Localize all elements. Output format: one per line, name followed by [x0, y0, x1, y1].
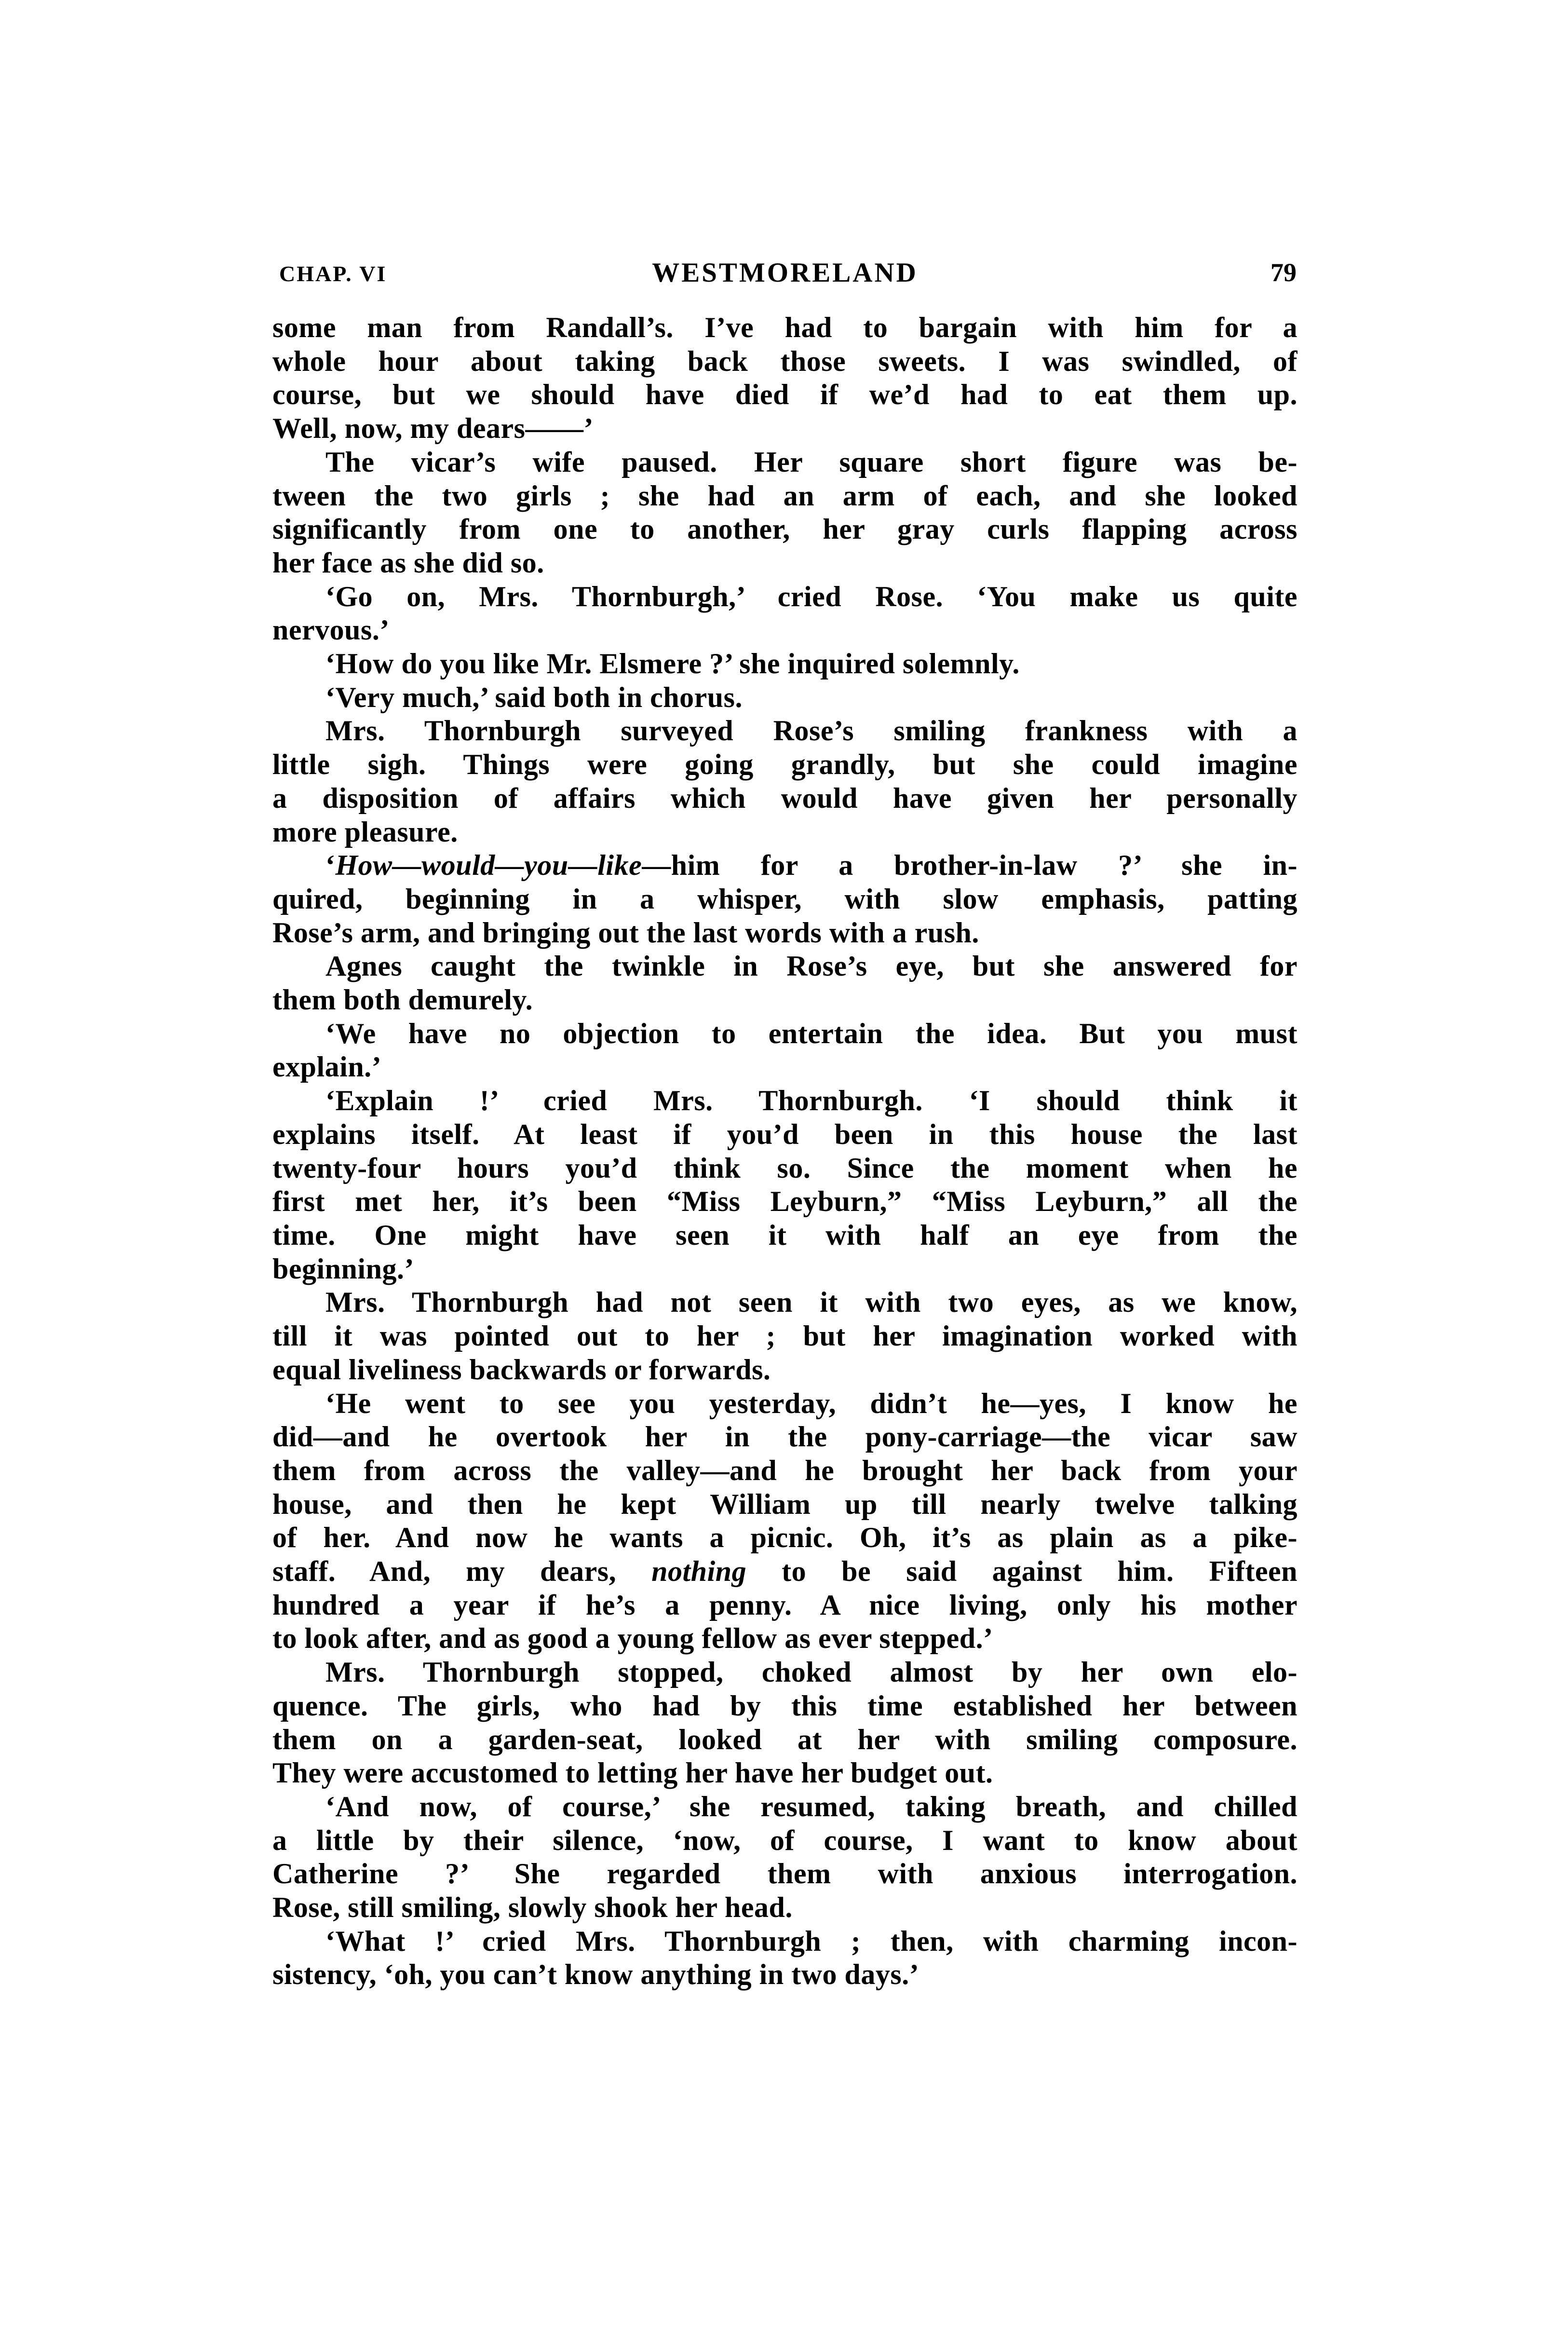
- text-line: [272, 883, 1298, 916]
- text-line: [272, 1488, 1298, 1522]
- text-line: [272, 1958, 1298, 1992]
- text-segment: nervous.’: [272, 614, 390, 646]
- text-line: [272, 580, 1298, 614]
- text-segment: till it was pointed out to her ; but her imagination worked with: [272, 1320, 1298, 1352]
- text-segment: quired, beginning in a whisper, with slow emphasis, patting: [272, 883, 1298, 915]
- text-line: [272, 1790, 1298, 1824]
- text-segment: to look after, and as good a young fellow as ever stepped.’: [272, 1622, 993, 1655]
- text-segment: them on a garden-seat, looked at her with smiling composure.: [272, 1723, 1298, 1755]
- running-title: WESTMORELAND: [652, 258, 918, 288]
- text-line: [272, 1656, 1298, 1689]
- text-line: [272, 1319, 1298, 1353]
- text-segment: a little by their silence, ‘now, of course, I want to know about: [272, 1824, 1298, 1856]
- text-segment: ‘We have no objection to entertain the idea. But you must: [325, 1017, 1298, 1049]
- text-line: [272, 378, 1298, 412]
- text-segment: beginning.’: [272, 1252, 414, 1285]
- text-segment: whole hour about taking back those sweets. I was swindled, of: [272, 345, 1298, 377]
- text-segment: Mrs. Thornburgh had not seen it with two eyes, as we know,: [325, 1286, 1298, 1319]
- italic-text: nothing: [651, 1555, 747, 1588]
- chapter-label: CHAP. VI: [279, 261, 387, 286]
- text-line: [272, 1723, 1298, 1757]
- text-line: [272, 1857, 1298, 1891]
- text-line: [272, 479, 1298, 513]
- text-segment: explains itself. At least if you’d been in this house the last: [272, 1118, 1298, 1150]
- text-line: [272, 1353, 1298, 1387]
- text-line: [272, 1050, 1298, 1084]
- paragraph: [272, 446, 1298, 580]
- text-segment: did—and he overtook her in the pony-carriage—the vicar saw: [272, 1421, 1298, 1453]
- text-segment: first met her, it’s been “Miss Leyburn,” “Miss Leyburn,” all the: [272, 1185, 1298, 1218]
- text-line: [272, 916, 1298, 950]
- text-segment: The vicar’s wife paused. Her square short figure was be-: [325, 446, 1298, 478]
- text-line: [272, 1185, 1298, 1219]
- paragraph: [272, 1790, 1298, 1925]
- paragraph: [272, 1286, 1298, 1387]
- text-line: [272, 714, 1298, 748]
- paragraph: [272, 1656, 1298, 1790]
- text-segment: them both demurely.: [272, 984, 533, 1016]
- text-line: [272, 950, 1298, 983]
- text-line: [272, 1084, 1298, 1118]
- text-segment: quence. The girls, who had by this time established her between: [272, 1689, 1298, 1722]
- text-segment: Catherine ?’ She regarded them with anxious interrogation.: [272, 1858, 1298, 1890]
- text-line: [272, 1891, 1298, 1925]
- paragraph: [272, 311, 1298, 446]
- text-line: [272, 1017, 1298, 1051]
- text-line: [272, 546, 1298, 580]
- text-line: [272, 311, 1298, 345]
- text-line: [272, 446, 1298, 479]
- text-segment: Rose, still smiling, slowly shook her head.: [272, 1891, 793, 1924]
- italic-text: How—would—you—like: [335, 849, 642, 882]
- paragraph: [272, 580, 1298, 647]
- text-line: [272, 1118, 1298, 1152]
- text-block: [272, 311, 1298, 1992]
- text-line: [272, 1756, 1298, 1790]
- text-segment: ‘: [325, 849, 336, 882]
- text-line: [272, 345, 1298, 379]
- text-line: [272, 1622, 1298, 1656]
- text-line: [272, 1555, 1298, 1589]
- text-segment: course, but we should have died if we’d had to eat them up.: [272, 379, 1298, 411]
- text-line: [272, 1589, 1298, 1622]
- paragraph: [272, 1387, 1298, 1656]
- text-segment: equal liveliness backwards or forwards.: [272, 1353, 771, 1386]
- text-line: [272, 1286, 1298, 1319]
- text-segment: Agnes caught the twinkle in Rose’s eye, but she answered for: [325, 950, 1298, 982]
- text-segment: —him for a brother-in-law ?’ she in-: [642, 849, 1298, 882]
- text-line: [272, 1252, 1298, 1286]
- page-number: 79: [1271, 258, 1297, 287]
- text-line: [272, 1219, 1298, 1252]
- text-line: [272, 1420, 1298, 1454]
- text-line: [272, 681, 1298, 715]
- text-line: [272, 412, 1298, 446]
- text-line: [272, 983, 1298, 1017]
- text-line: [272, 1824, 1298, 1858]
- text-line: [272, 782, 1298, 816]
- text-segment: little sigh. Things were going grandly, but she could imagine: [272, 748, 1298, 781]
- text-segment: house, and then he kept William up till nearly twelve talking: [272, 1488, 1298, 1520]
- text-segment: Mrs. Thornburgh surveyed Rose’s smiling frankness with a: [325, 715, 1298, 747]
- text-segment: more pleasure.: [272, 816, 458, 848]
- text-segment: hundred a year if he’s a penny. A nice living, only his mother: [272, 1589, 1298, 1621]
- text-line: [272, 1689, 1298, 1723]
- text-line: [272, 1152, 1298, 1185]
- text-line: [272, 1387, 1298, 1421]
- paragraph: [272, 1017, 1298, 1084]
- page-header: [272, 251, 1298, 289]
- text-segment: sistency, ‘oh, you can’t know anything in two days.’: [272, 1958, 919, 1991]
- text-segment: ‘He went to see you yesterday, didn’t he—yes, I know he: [325, 1387, 1298, 1419]
- text-line: [272, 647, 1298, 681]
- paragraph: [272, 950, 1298, 1017]
- paragraph: [272, 1925, 1298, 1992]
- text-segment: of her. And now he wants a picnic. Oh, it’s as plain as a pike-: [272, 1522, 1298, 1554]
- text-segment: ‘Very much,’ said both in chorus.: [325, 681, 743, 713]
- text-segment: her face as she did so.: [272, 546, 544, 579]
- text-line: [272, 849, 1298, 883]
- text-line: [272, 513, 1298, 546]
- text-segment: ‘What !’ cried Mrs. Thornburgh ; then, with charming incon-: [325, 1925, 1298, 1957]
- text-segment: some man from Randall’s. I’ve had to bargain with him for a: [272, 312, 1298, 343]
- text-segment: time. One might have seen it with half an eye from the: [272, 1219, 1298, 1251]
- text-line: [272, 816, 1298, 849]
- paragraph: [272, 714, 1298, 849]
- paragraph: [272, 681, 1298, 715]
- text-segment: staff. And, my dears,: [272, 1555, 652, 1588]
- text-line: [272, 613, 1298, 647]
- paragraph: [272, 849, 1298, 950]
- text-segment: ‘How do you like Mr. Elsmere ?’ she inquired solemnly.: [325, 648, 1020, 680]
- text-segment: Well, now, my dears——’: [272, 412, 594, 445]
- text-line: [272, 748, 1298, 782]
- text-segment: tween the two girls ; she had an arm of each, and she looked: [272, 479, 1298, 512]
- text-segment: to be said against him. Fifteen: [746, 1555, 1298, 1588]
- text-line: [272, 1454, 1298, 1488]
- text-segment: significantly from one to another, her gray curls flapping across: [272, 513, 1298, 545]
- text-segment: a disposition of affairs which would have given her personally: [272, 782, 1298, 814]
- text-segment: Rose’s arm, and bringing out the last words with a rush.: [272, 916, 979, 949]
- paragraph: [272, 1084, 1298, 1286]
- text-segment: Mrs. Thornburgh stopped, choked almost by her own elo-: [325, 1656, 1298, 1688]
- text-segment: them from across the valley—and he brought her back from your: [272, 1454, 1298, 1486]
- text-segment: They were accustomed to letting her have her budget out.: [272, 1757, 993, 1789]
- text-line: [272, 1925, 1298, 1958]
- paragraph: [272, 647, 1298, 681]
- text-segment: ‘Go on, Mrs. Thornburgh,’ cried Rose. ‘You make us quite: [325, 580, 1298, 612]
- text-segment: ‘Explain !’ cried Mrs. Thornburgh. ‘I should think it: [325, 1085, 1298, 1117]
- text-segment: twenty-four hours you’d think so. Since the moment when he: [272, 1152, 1298, 1184]
- text-segment: explain.’: [272, 1051, 382, 1083]
- text-line: [272, 1521, 1298, 1555]
- text-segment: ‘And now, of course,’ she resumed, taking breath, and chilled: [325, 1790, 1298, 1822]
